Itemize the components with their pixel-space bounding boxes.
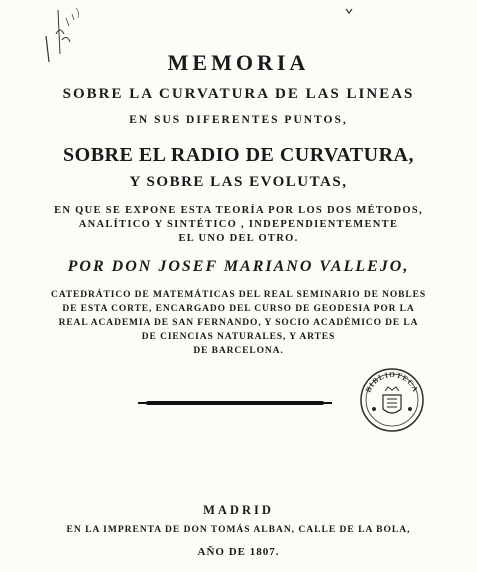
description-line-3: EL UNO DEL OTRO. [178,233,299,244]
credential-line-5: DE BARCELONA. [193,346,284,356]
library-stamp [359,367,425,433]
author-line: POR DON JOSEF MARIANO VALLEJO, [67,258,410,275]
credential-line-4: DE CIENCIAS NATURALES, Y ARTES [141,332,336,342]
credential-line-3: REAL ACADEMIA DE SAN FERNANDO, Y SOCIO ACADÉMICO DE LA [58,318,419,328]
imprint-year: AÑO DE 1807. [197,546,280,558]
credential-line-2: DE ESTA CORTE, ENCARGADO DEL CURSO DE GEODESIA POR LA [62,304,415,314]
description-line-1: EN QUE SE EXPONE ESTA TEORÍA POR LOS DOS MÉTODOS, [54,205,423,216]
description-line-2: ANALÍTICO Y SINTÉTICO , INDEPENDIENTEMENTE [78,219,399,230]
subtitle-line-2: EN SUS DIFERENTES PUNTOS, [129,114,348,126]
imprint-city: MADRID [203,503,274,517]
credential-line-1: CATEDRÁTICO DE MATEMÁTICAS DEL REAL SEMINARIO DE NOBLES [50,290,427,300]
subtitle-line-1: SOBRE LA CURVATURA DE LAS LINEAS [62,86,415,102]
imprint-press: EN LA IMPRENTA DE DON TOMÁS ALBAN, CALLE DE LA BOLA, [66,525,411,535]
book-title: MEMORIA [167,50,310,75]
stamp-text: BIBLIOTECA [363,369,421,394]
ornamental-rule [146,401,324,405]
ink-mark [345,8,353,14]
subtitle-line-3: SOBRE EL RADIO DE CURVATURA, [63,144,414,166]
subtitle-line-4: Y SOBRE LAS EVOLUTAS, [129,174,348,190]
